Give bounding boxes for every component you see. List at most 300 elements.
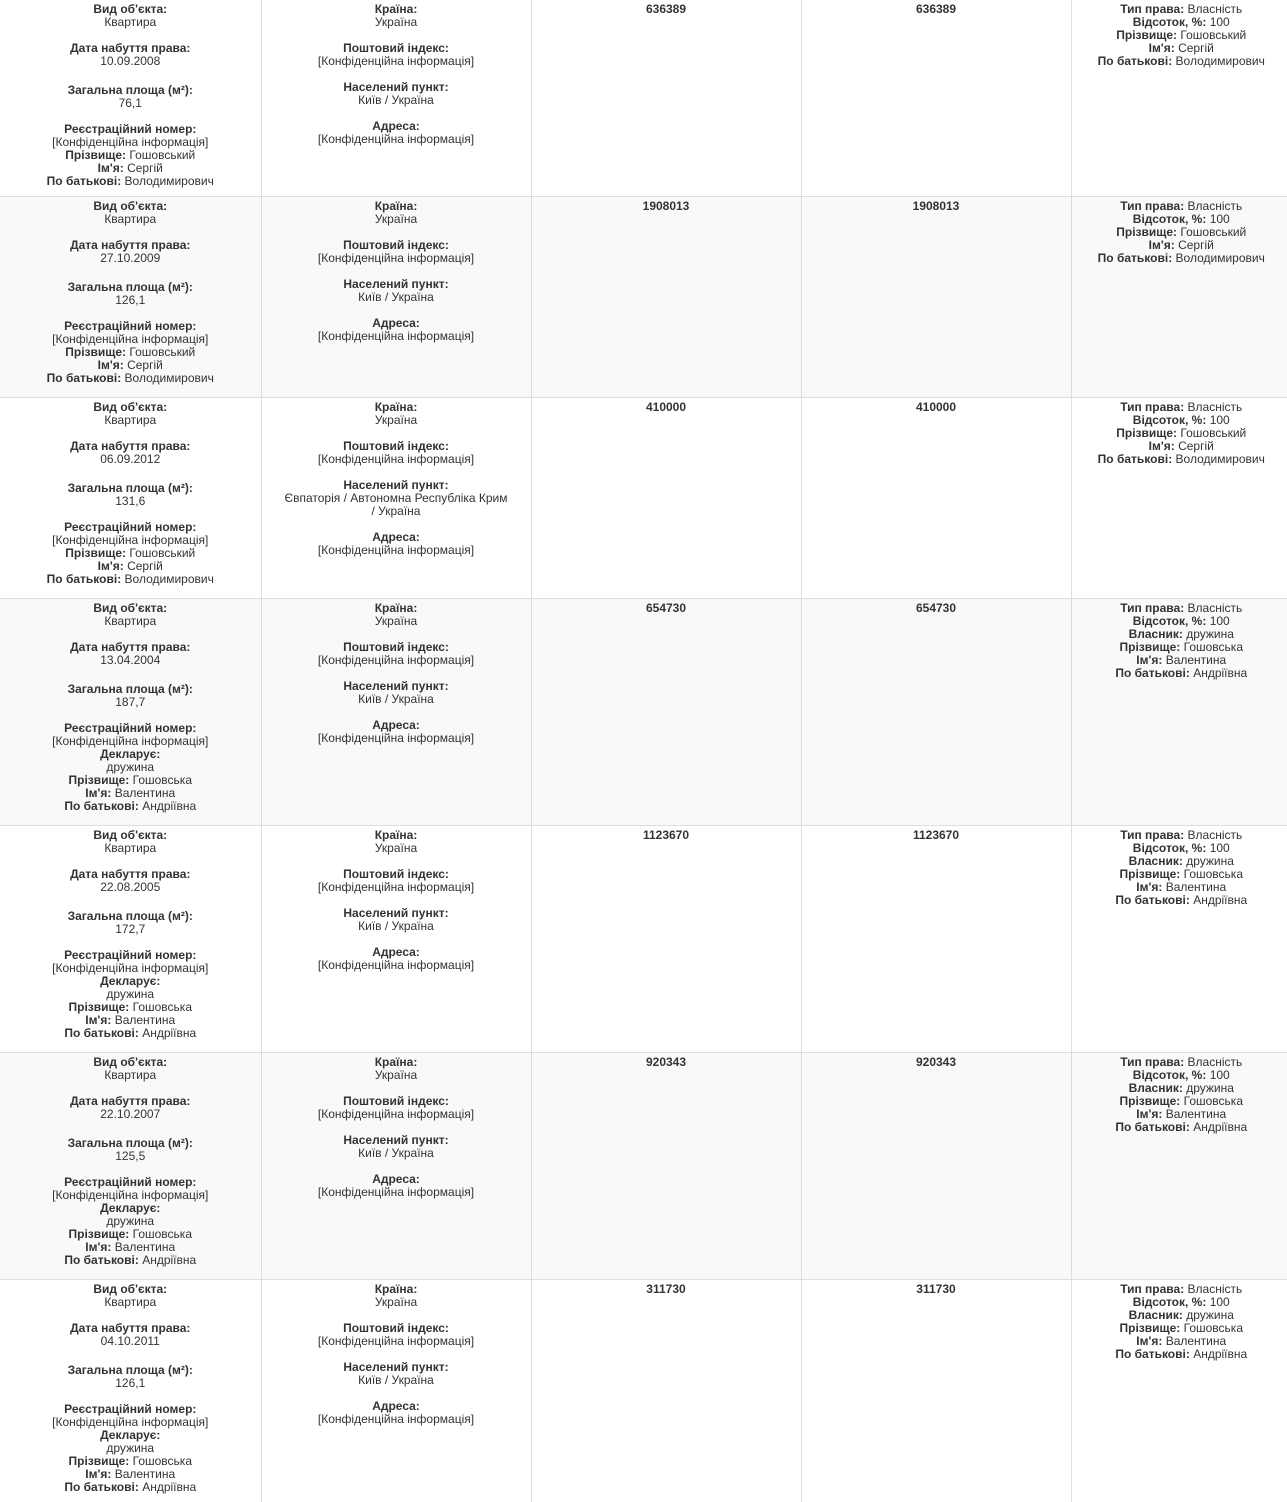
object-type-heading-label: Вид об'єкта: (93, 400, 167, 414)
acquired-date-value: 27.10.2009 (100, 251, 160, 265)
right-type-label: Тип права: (1120, 2, 1184, 16)
location-cell (261, 1280, 531, 1502)
patronymic (4, 1481, 257, 1494)
acquired-date (4, 55, 257, 68)
declarant-value: дружина (106, 760, 154, 774)
cost-cell (531, 826, 801, 1053)
area-heading-label: Загальна площа (м²): (68, 909, 193, 923)
rights-patronymic-value: Андріївна (1193, 1120, 1247, 1134)
area-value: 76,1 (119, 96, 142, 110)
locality: Київ / Україна (266, 693, 527, 706)
share-value: 100 (1210, 1295, 1230, 1309)
acquired-date (4, 1108, 257, 1121)
acquired-date-heading-label: Дата набуття права: (70, 867, 190, 881)
area-heading-label: Загальна площа (м²): (68, 1363, 193, 1377)
name-label: Ім'я: (98, 358, 124, 372)
address (266, 544, 527, 557)
country-heading-label: Країна: (375, 828, 418, 842)
share-value: 100 (1210, 413, 1230, 427)
rights-name-label: Ім'я: (1149, 41, 1175, 55)
spacer (4, 68, 257, 84)
acquired-date-heading-label: Дата набуття права: (70, 640, 190, 654)
object-type (4, 1296, 257, 1309)
cost-value: 410000 (536, 401, 797, 414)
rights-cell (1071, 197, 1287, 398)
country (266, 16, 527, 29)
rights-surname-label: Прізвище: (1116, 28, 1177, 42)
country-value: Україна (375, 15, 417, 29)
surname-label: Прізвище: (68, 773, 129, 787)
declarant-value: дружина (106, 1214, 154, 1228)
cost-value: 654730 (806, 602, 1067, 615)
acquired-date-heading-label: Дата набуття права: (70, 439, 190, 453)
acquired-date-value: 04.10.2011 (101, 1334, 160, 1348)
country-heading-label: Країна: (375, 2, 418, 16)
cost-value: 636389 (806, 3, 1067, 16)
rights-name-label: Ім'я: (1136, 1107, 1162, 1121)
country-heading-label: Країна: (375, 400, 418, 414)
area-value: 187,7 (115, 695, 145, 709)
cost-cell (531, 599, 801, 826)
patronymic-value: Володимирович (125, 572, 214, 586)
share-label: Відсоток, %: (1133, 614, 1207, 628)
declarant-heading-label: Декларує: (100, 1428, 160, 1442)
area-value: 131,6 (115, 494, 145, 508)
cost-value: 1123670 (536, 829, 797, 842)
object-cell (0, 0, 261, 197)
cost-cell (801, 826, 1071, 1053)
table-row (0, 1053, 1287, 1280)
patronymic (4, 1254, 257, 1267)
declarant-heading-label: Декларує: (100, 974, 160, 988)
patronymic (4, 372, 257, 385)
rights-surname-label: Прізвище: (1116, 225, 1177, 239)
patronymic-label: По батькові: (64, 799, 139, 813)
rights-surname-label: Прізвище: (1119, 1321, 1180, 1335)
object-type (4, 213, 257, 226)
area-heading-label: Загальна площа (м²): (68, 280, 193, 294)
area (4, 696, 257, 709)
locality: Київ / Україна (266, 291, 527, 304)
rights-name-label: Ім'я: (1149, 238, 1175, 252)
surname-label: Прізвище: (65, 546, 126, 560)
rights-surname-value: Гошовська (1184, 640, 1243, 654)
object-type-heading-label: Вид об'єкта: (93, 828, 167, 842)
patronymic-value: Андріївна (142, 1026, 196, 1040)
rights-patronymic (1076, 1121, 1287, 1134)
rights-surname-label: Прізвище: (1116, 426, 1177, 440)
patronymic-label: По батькові: (64, 1026, 139, 1040)
object-type (4, 842, 257, 855)
name-label: Ім'я: (85, 1467, 111, 1481)
object-cell (0, 197, 261, 398)
object-type-heading-label: Вид об'єкта: (93, 1055, 167, 1069)
postcode-heading-label: Поштовий індекс: (343, 867, 449, 881)
acquired-date-heading-label: Дата набуття права: (70, 238, 190, 252)
address-value: [Конфіденційна інформація] (318, 543, 474, 557)
owner-label: Власник: (1129, 1308, 1183, 1322)
object-type-heading-label: Вид об'єкта: (93, 1282, 167, 1296)
rights-cell (1071, 0, 1287, 197)
surname-label: Прізвище: (68, 1454, 129, 1468)
object-type-heading-label: Вид об'єкта: (93, 601, 167, 615)
reg-number-heading-label: Реєстраційний номер: (64, 1402, 196, 1416)
address-value: [Конфіденційна інформація] (318, 329, 474, 343)
name-value: Сергій (127, 161, 163, 175)
spacer (4, 667, 257, 683)
country (266, 615, 527, 628)
table-row (0, 826, 1287, 1053)
address (266, 133, 527, 146)
cost-cell (801, 197, 1071, 398)
right-type-value: Власність (1188, 1282, 1243, 1296)
rights-patronymic-value: Володимирович (1176, 54, 1265, 68)
address (266, 330, 527, 343)
rights-patronymic-label: По батькові: (1115, 1120, 1190, 1134)
object-type-value: Квартира (104, 614, 156, 628)
table-row (0, 398, 1287, 599)
postcode-heading-label: Поштовий індекс: (343, 1094, 449, 1108)
area (4, 923, 257, 936)
cost-cell (801, 398, 1071, 599)
country (266, 1296, 527, 1309)
object-type (4, 414, 257, 427)
right-type-label: Тип права: (1120, 400, 1184, 414)
address-value: [Конфіденційна інформація] (318, 958, 474, 972)
postcode (266, 1335, 527, 1348)
rights-name-label: Ім'я: (1136, 880, 1162, 894)
share-label: Відсоток, %: (1133, 841, 1207, 855)
rights-cell (1071, 826, 1287, 1053)
cost-value: 410000 (806, 401, 1067, 414)
postcode (266, 252, 527, 265)
locality-heading-label: Населений пункт: (343, 1133, 448, 1147)
spacer (4, 466, 257, 482)
right-type-value: Власність (1188, 400, 1243, 414)
owner-value: дружина (1186, 627, 1234, 641)
right-type-label: Тип права: (1120, 601, 1184, 615)
rights-patronymic (1076, 1348, 1287, 1361)
surname-value: Гошовський (129, 148, 195, 162)
declarant-value: дружина (106, 987, 154, 1001)
country-heading-label: Країна: (375, 1282, 418, 1296)
patronymic (4, 1027, 257, 1040)
right-type-label: Тип права: (1120, 199, 1184, 213)
cost-value: 636389 (536, 3, 797, 16)
surname-label: Прізвище: (68, 1227, 129, 1241)
cost-cell (801, 1280, 1071, 1502)
rights-surname-label: Прізвище: (1119, 640, 1180, 654)
declarant-heading-label: Декларує: (100, 1201, 160, 1215)
rights-patronymic-value: Андріївна (1193, 1347, 1247, 1361)
rights-name-value: Валентина (1166, 1334, 1226, 1348)
reg-number-value: [Конфіденційна інформація] (52, 533, 208, 547)
rights-name-value: Валентина (1166, 880, 1226, 894)
locality-heading-label: Населений пункт: (343, 277, 448, 291)
spacer (4, 1348, 257, 1364)
postcode (266, 654, 527, 667)
table-row (0, 0, 1287, 197)
surname-value: Гошовська (133, 1000, 192, 1014)
locality-heading-label: Населений пункт: (343, 1360, 448, 1374)
area-heading-label: Загальна площа (м²): (68, 83, 193, 97)
object-cell (0, 599, 261, 826)
reg-number-heading-label: Реєстраційний номер: (64, 948, 196, 962)
reg-number-heading-label: Реєстраційний номер: (64, 721, 196, 735)
table-row (0, 599, 1287, 826)
acquired-date (4, 252, 257, 265)
address (266, 1413, 527, 1426)
owner-label: Власник: (1129, 1081, 1183, 1095)
patronymic-value: Андріївна (142, 1480, 196, 1494)
rights-name-value: Валентина (1166, 1107, 1226, 1121)
cost-cell (801, 599, 1071, 826)
owner-value: дружина (1186, 1308, 1234, 1322)
area-value: 125,5 (115, 1149, 145, 1163)
area (4, 1150, 257, 1163)
area-heading-label: Загальна площа (м²): (68, 1136, 193, 1150)
rights-surname-value: Гошовська (1184, 1094, 1243, 1108)
spacer (4, 1121, 257, 1137)
right-type-value: Власність (1188, 601, 1243, 615)
acquired-date (4, 1335, 257, 1348)
locality: Київ / Україна (266, 1147, 527, 1160)
name-value: Сергій (127, 559, 163, 573)
share-value: 100 (1210, 1068, 1230, 1082)
declarant-value: дружина (106, 1441, 154, 1455)
country (266, 213, 527, 226)
reg-number-heading-label: Реєстраційний номер: (64, 319, 196, 333)
object-type-heading-label: Вид об'єкта: (93, 199, 167, 213)
object-cell (0, 826, 261, 1053)
surname-value: Гошовська (133, 1454, 192, 1468)
area-value: 126,1 (115, 1376, 145, 1390)
cost-value: 654730 (536, 602, 797, 615)
rights-cell (1071, 398, 1287, 599)
patronymic-value: Володимирович (125, 371, 214, 385)
locality-heading-label: Населений пункт: (343, 80, 448, 94)
rights-name-label: Ім'я: (1136, 653, 1162, 667)
rights-cell (1071, 1280, 1287, 1502)
rights-patronymic-value: Андріївна (1193, 893, 1247, 907)
address-heading-label: Адреса: (372, 316, 420, 330)
postcode-heading-label: Поштовий індекс: (343, 439, 449, 453)
country-heading-label: Країна: (375, 601, 418, 615)
patronymic-value: Володимирович (125, 174, 214, 188)
country-value: Україна (375, 1068, 417, 1082)
object-cell (0, 1280, 261, 1502)
share-label: Відсоток, %: (1133, 413, 1207, 427)
right-type-value: Власність (1188, 2, 1243, 16)
area (4, 495, 257, 508)
rights-name-label: Ім'я: (1136, 1334, 1162, 1348)
rights-name-value: Сергій (1178, 439, 1214, 453)
rights-name-value: Сергій (1178, 238, 1214, 252)
rights-patronymic (1076, 453, 1287, 466)
object-type-value: Квартира (104, 1068, 156, 1082)
name-value: Сергій (127, 358, 163, 372)
patronymic-label: По батькові: (47, 371, 122, 385)
acquired-date (4, 654, 257, 667)
cost-cell (531, 0, 801, 197)
country-value: Україна (375, 1295, 417, 1309)
country-heading-label: Країна: (375, 199, 418, 213)
rights-surname-value: Гошовський (1180, 28, 1246, 42)
object-type (4, 1069, 257, 1082)
address-value: [Конфіденційна інформація] (318, 1185, 474, 1199)
surname-value: Гошовський (129, 546, 195, 560)
address-heading-label: Адреса: (372, 1172, 420, 1186)
acquired-date-heading-label: Дата набуття права: (70, 1321, 190, 1335)
location-cell (261, 826, 531, 1053)
country-value: Україна (375, 212, 417, 226)
postcode-value: [Конфіденційна інформація] (318, 452, 474, 466)
reg-number-value: [Конфіденційна інформація] (52, 332, 208, 346)
address-value: [Конфіденційна інформація] (318, 731, 474, 745)
area-value: 126,1 (115, 293, 145, 307)
patronymic-label: По батькові: (64, 1253, 139, 1267)
object-type-value: Квартира (104, 841, 156, 855)
rights-patronymic-value: Володимирович (1176, 251, 1265, 265)
owner-label: Власник: (1129, 627, 1183, 641)
postcode-value: [Конфіденційна інформація] (318, 880, 474, 894)
rights-patronymic (1076, 667, 1287, 680)
spacer (4, 894, 257, 910)
share-label: Відсоток, %: (1133, 212, 1207, 226)
cost-cell (801, 0, 1071, 197)
locality: Київ / Україна (266, 920, 527, 933)
rights-name-value: Сергій (1178, 41, 1214, 55)
reg-number-value: [Конфіденційна інформація] (52, 135, 208, 149)
rights-surname-value: Гошовський (1180, 426, 1246, 440)
name-value: Валентина (115, 786, 175, 800)
owner-value: дружина (1186, 854, 1234, 868)
name-label: Ім'я: (85, 1240, 111, 1254)
cost-value: 920343 (536, 1056, 797, 1069)
object-type-value: Квартира (104, 1295, 156, 1309)
rights-patronymic-label: По батькові: (1098, 54, 1173, 68)
object-type (4, 615, 257, 628)
rights-surname-label: Прізвище: (1119, 1094, 1180, 1108)
locality-heading-label: Населений пункт: (343, 906, 448, 920)
surname-label: Прізвище: (65, 345, 126, 359)
name-value: Валентина (115, 1240, 175, 1254)
address (266, 959, 527, 972)
rights-surname-value: Гошовська (1184, 1321, 1243, 1335)
acquired-date-heading-label: Дата набуття права: (70, 1094, 190, 1108)
locality-heading-label: Населений пункт: (343, 679, 448, 693)
patronymic (4, 573, 257, 586)
postcode-value: [Конфіденційна інформація] (318, 1334, 474, 1348)
postcode (266, 1108, 527, 1121)
cost-cell (531, 197, 801, 398)
cost-value: 311730 (806, 1283, 1067, 1296)
right-type-label: Тип права: (1120, 828, 1184, 842)
acquired-date-value: 06.09.2012 (100, 452, 160, 466)
table-row (0, 1280, 1287, 1502)
object-cell (0, 398, 261, 599)
object-type-value: Квартира (104, 413, 156, 427)
cost-value: 1908013 (806, 200, 1067, 213)
cost-cell (531, 1053, 801, 1280)
patronymic (4, 175, 257, 188)
country-value: Україна (375, 614, 417, 628)
rights-patronymic-label: По батькові: (1115, 893, 1190, 907)
postcode (266, 453, 527, 466)
reg-number-value: [Конфіденційна інформація] (52, 1415, 208, 1429)
postcode-heading-label: Поштовий індекс: (343, 640, 449, 654)
right-type-label: Тип права: (1120, 1282, 1184, 1296)
rights-surname-label: Прізвище: (1119, 867, 1180, 881)
cost-cell (531, 398, 801, 599)
postcode-value: [Конфіденційна інформація] (318, 251, 474, 265)
area (4, 1377, 257, 1390)
cost-value: 1908013 (536, 200, 797, 213)
address-value: [Конфіденційна інформація] (318, 1412, 474, 1426)
address (266, 1186, 527, 1199)
right-type-value: Власність (1188, 199, 1243, 213)
area-heading-label: Загальна площа (м²): (68, 481, 193, 495)
patronymic-label: По батькові: (47, 174, 122, 188)
rights-patronymic-label: По батькові: (1098, 251, 1173, 265)
name-value: Валентина (115, 1013, 175, 1027)
rights-name-label: Ім'я: (1149, 439, 1175, 453)
rights-patronymic-label: По батькові: (1115, 1347, 1190, 1361)
rights-patronymic-value: Володимирович (1176, 452, 1265, 466)
address-value: [Конфіденційна інформація] (318, 132, 474, 146)
country (266, 414, 527, 427)
share-label: Відсоток, %: (1133, 1068, 1207, 1082)
area (4, 294, 257, 307)
patronymic-value: Андріївна (142, 1253, 196, 1267)
acquired-date (4, 881, 257, 894)
location-cell (261, 0, 531, 197)
postcode-value: [Конфіденційна інформація] (318, 653, 474, 667)
surname-value: Гошовська (133, 1227, 192, 1241)
right-type-label: Тип права: (1120, 1055, 1184, 1069)
share-value: 100 (1210, 15, 1230, 29)
area-heading-label: Загальна площа (м²): (68, 682, 193, 696)
reg-number-heading-label: Реєстраційний номер: (64, 520, 196, 534)
postcode-heading-label: Поштовий індекс: (343, 41, 449, 55)
name-label: Ім'я: (85, 1013, 111, 1027)
rights-patronymic-label: По батькові: (1115, 666, 1190, 680)
surname-label: Прізвище: (65, 148, 126, 162)
locality-heading-label: Населений пункт: (343, 478, 448, 492)
owner-value: дружина (1186, 1081, 1234, 1095)
postcode-heading-label: Поштовий індекс: (343, 1321, 449, 1335)
country-value: Україна (375, 841, 417, 855)
acquired-date-value: 10.09.2008 (100, 54, 160, 68)
rights-surname-value: Гошовський (1180, 225, 1246, 239)
rights-name-value: Валентина (1166, 653, 1226, 667)
postcode (266, 55, 527, 68)
address-heading-label: Адреса: (372, 1399, 420, 1413)
address-heading-label: Адреса: (372, 945, 420, 959)
share-value: 100 (1210, 841, 1230, 855)
country (266, 842, 527, 855)
share-label: Відсоток, %: (1133, 1295, 1207, 1309)
locality: Євпаторія / Автономна Республіка Крим / Україна (266, 492, 527, 518)
name-label: Ім'я: (85, 786, 111, 800)
surname-label: Прізвище: (68, 1000, 129, 1014)
reg-number-value: [Конфіденційна інформація] (52, 961, 208, 975)
name-label: Ім'я: (98, 161, 124, 175)
rights-surname-value: Гошовська (1184, 867, 1243, 881)
patronymic-label: По батькові: (47, 572, 122, 586)
reg-number-value: [Конфіденційна інформація] (52, 1188, 208, 1202)
rights-patronymic-label: По батькові: (1098, 452, 1173, 466)
